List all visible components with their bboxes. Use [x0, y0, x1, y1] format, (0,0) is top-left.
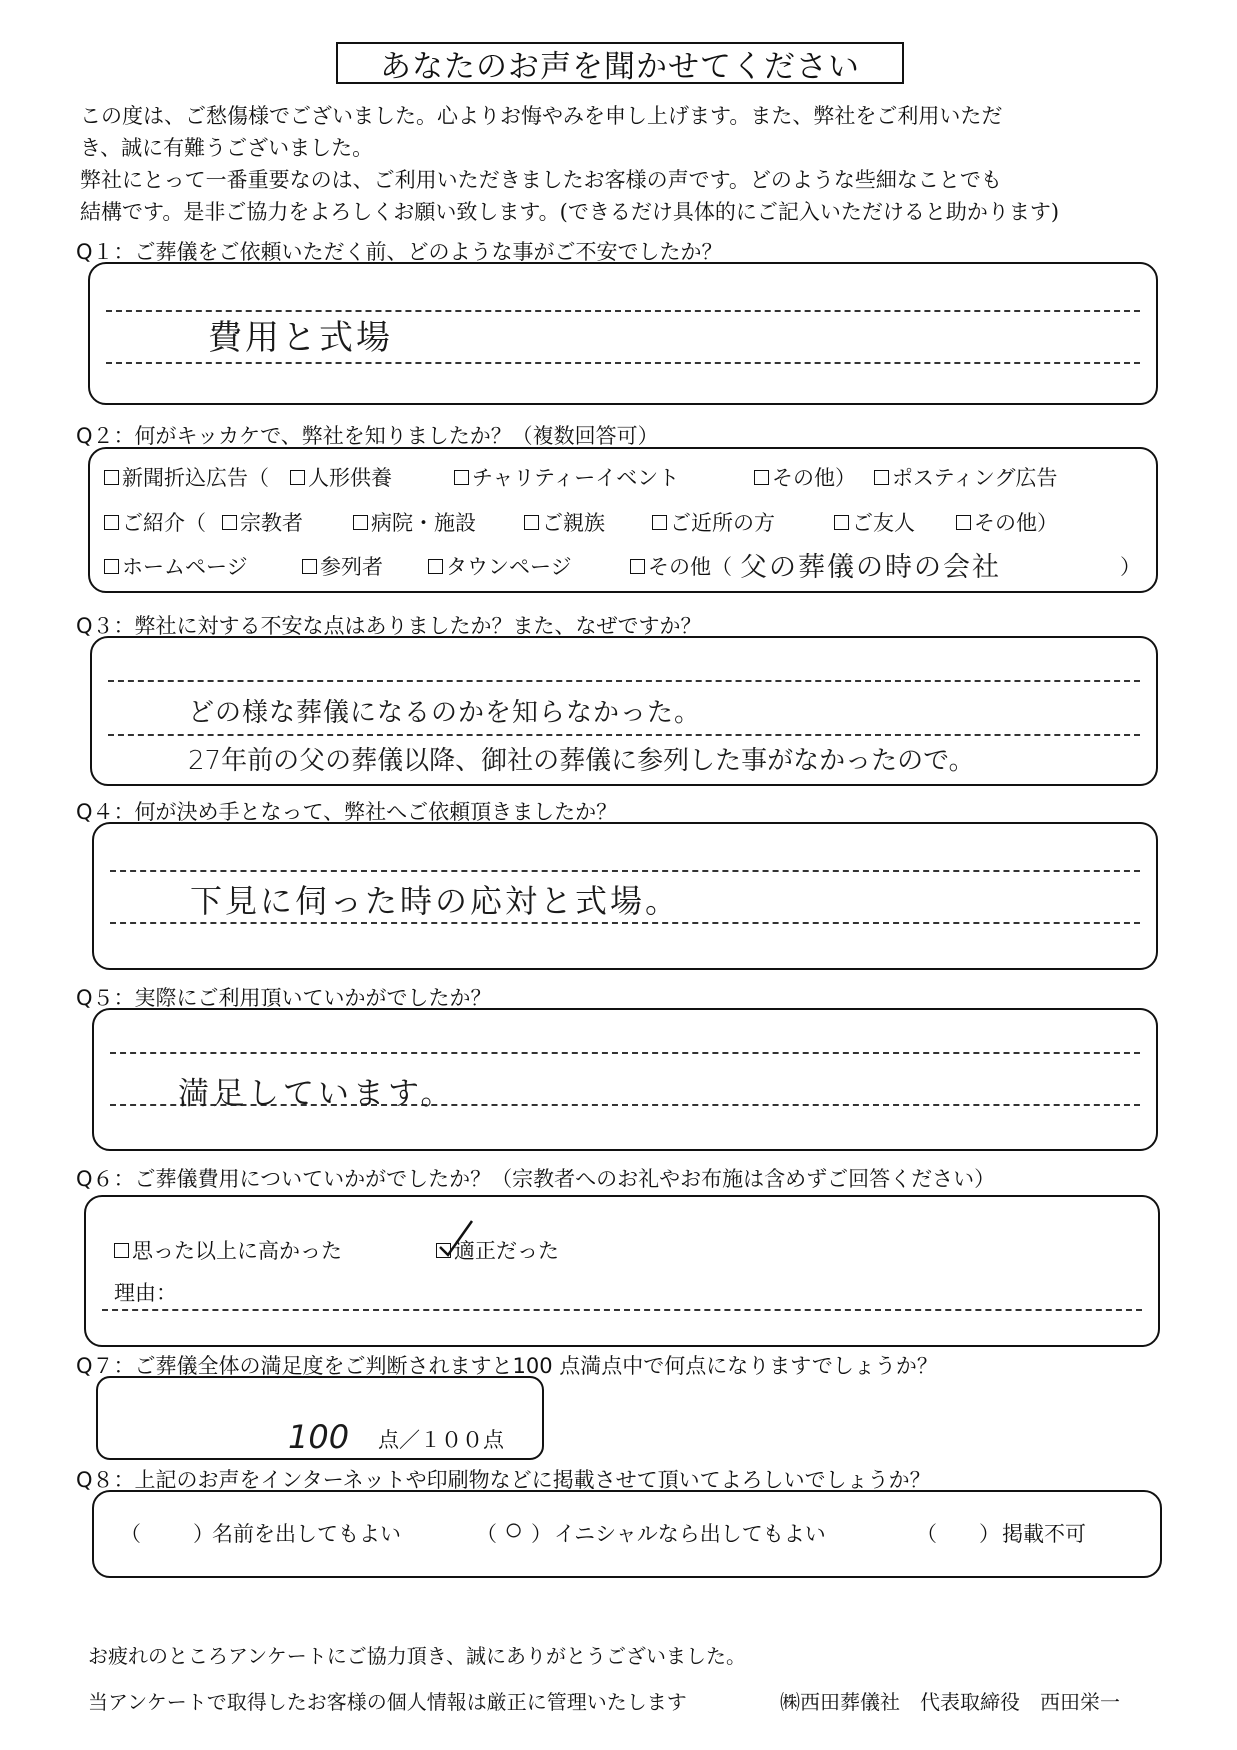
dashed-line [102, 1309, 1142, 1311]
checkbox-religious[interactable]: 宗教者 [222, 507, 303, 537]
checkbox-referral[interactable]: ご紹介（ [104, 507, 206, 537]
intro-line: き、誠に有難うございました。 [80, 136, 374, 160]
dashed-line [108, 680, 1140, 682]
q8-question: Q８：上記のお声をインターネットや印刷物などに掲載させて頂いてよろしいでしょうか？ [76, 1468, 931, 1492]
checkbox-neighbors[interactable]: ご近所の方 [652, 507, 775, 537]
q5-handwritten-answer: 満足しています。 [178, 1076, 456, 1112]
q1-handwritten-answer: 費用と式場 [208, 318, 393, 358]
q8-option-no-publish: 掲載不可 [1002, 1522, 1086, 1546]
intro-text [80, 100, 1170, 228]
checkbox-posting-ad[interactable]: ポスティング広告 [874, 462, 1057, 492]
footer-company: ㈱西田葬儀社 代表取締役 西田栄一 [780, 1690, 1120, 1714]
q1-question: Q１：ご葬儀をご依頼いただく前、どのような事がご不安でしたか？ [76, 240, 723, 264]
dashed-line [106, 362, 1140, 364]
q7-score-suffix: 点／１００点 [378, 1428, 504, 1452]
page-title: あなたのお声を聞かせてください [336, 42, 904, 84]
q8-selected-circle: ○ [504, 1510, 524, 1548]
footer-privacy: 当アンケートで取得したお客様の個人情報は厳正に管理いたします [88, 1690, 687, 1714]
q2-question: Q２：何がキッカケで、弊社を知りましたか？（複数回答可） [76, 424, 659, 448]
q4-question: Q４：何が決め手となって、弊社へご依頼頂きましたか？ [76, 800, 618, 824]
dashed-line [110, 922, 1140, 924]
checkbox-newspaper[interactable]: 新聞折込広告（ [104, 462, 269, 492]
q3-answer-box[interactable] [90, 636, 1158, 786]
q5-answer-box[interactable] [92, 1008, 1158, 1151]
q3-handwritten-line1: どの様な葬儀になるのかを知らなかった。 [188, 698, 702, 728]
q8-option-name-paren[interactable]: （ ） [120, 1522, 214, 1546]
dashed-line [110, 870, 1140, 872]
checkmark-icon [436, 1217, 476, 1257]
intro-line: この度は、ご愁傷様でございました。心よりお悔やみを申し上げます。また、弊社をご利用いただ [80, 104, 1003, 128]
close-paren: ） [1120, 555, 1141, 579]
checkbox-charity-event[interactable]: チャリティーイベント [454, 462, 679, 492]
q6-question: Q６：ご葬儀費用についていかがでしたか？（宗教者へのお礼やお布施は含めずご回答ください） [76, 1167, 996, 1191]
dashed-line [108, 734, 1140, 736]
q6-options-box [84, 1195, 1160, 1347]
checkbox-other-1[interactable]: その他） [754, 462, 856, 492]
q8-option-name: 名前を出してもよい [212, 1522, 401, 1546]
checkbox-friends[interactable]: ご友人 [834, 507, 915, 537]
dashed-line [110, 1052, 1140, 1054]
checkbox-reasonable[interactable]: 適正だった [436, 1235, 559, 1265]
q7-handwritten-score: 100 [288, 1418, 350, 1456]
checkbox-hospital[interactable]: 病院・施設 [353, 507, 476, 537]
q1-answer-box[interactable] [88, 262, 1158, 405]
q2-options-box [88, 447, 1158, 593]
checkbox-town-page[interactable]: タウンページ [428, 551, 572, 581]
q3-question: Q３：弊社に対する不安な点はありましたか？また、なぜですか？ [76, 614, 702, 638]
q8-options-box [92, 1490, 1162, 1578]
q8-option-no-publish-paren[interactable]: （ ） [916, 1522, 1000, 1546]
q2-other-handwritten: 父の葬儀の時の会社 [740, 552, 1001, 583]
q7-score-box[interactable] [96, 1376, 544, 1460]
q5-question: Q５：実際にご利用頂いていかがでしたか？ [76, 986, 492, 1010]
checkbox-other-3[interactable]: その他（ [630, 551, 732, 581]
q7-question: Q７：ご葬儀全体の満足度をご判断されますと100 点満点中で何点になりますでしょうか？ [76, 1354, 938, 1378]
checkbox-attendee[interactable]: 参列者 [302, 551, 383, 581]
checkbox-other-2[interactable]: その他） [956, 507, 1058, 537]
q4-handwritten-answer: 下見に伺った時の応対と式場。 [190, 882, 681, 920]
intro-line: 弊社にとって一番重要なのは、ご利用いただきましたお客様の声です。どのような些細なことでも [80, 168, 1002, 192]
checkbox-doll-memorial[interactable]: 人形供養 [290, 462, 392, 492]
q8-option-initials-paren[interactable]: （ ） [476, 1522, 552, 1546]
q3-handwritten-line2: 27年前の父の葬儀以降、御社の葬儀に参列した事がなかったので。 [188, 746, 975, 776]
q4-answer-box[interactable] [92, 822, 1158, 970]
q8-option-initials: イニシャルなら出してもよい [554, 1522, 826, 1546]
checkbox-relatives[interactable]: ご親族 [524, 507, 605, 537]
checkbox-homepage[interactable]: ホームページ [104, 551, 248, 581]
checkbox-too-expensive[interactable]: 思った以上に高かった [114, 1235, 342, 1265]
reason-label: 理由： [114, 1281, 177, 1305]
intro-line: 結構です。是非ご協力をよろしくお願い致します。(できるだけ具体的にご記入いただけると助かります) [80, 200, 1060, 224]
footer-thanks: お疲れのところアンケートにご協力頂き、誠にありがとうございました。 [88, 1644, 746, 1668]
